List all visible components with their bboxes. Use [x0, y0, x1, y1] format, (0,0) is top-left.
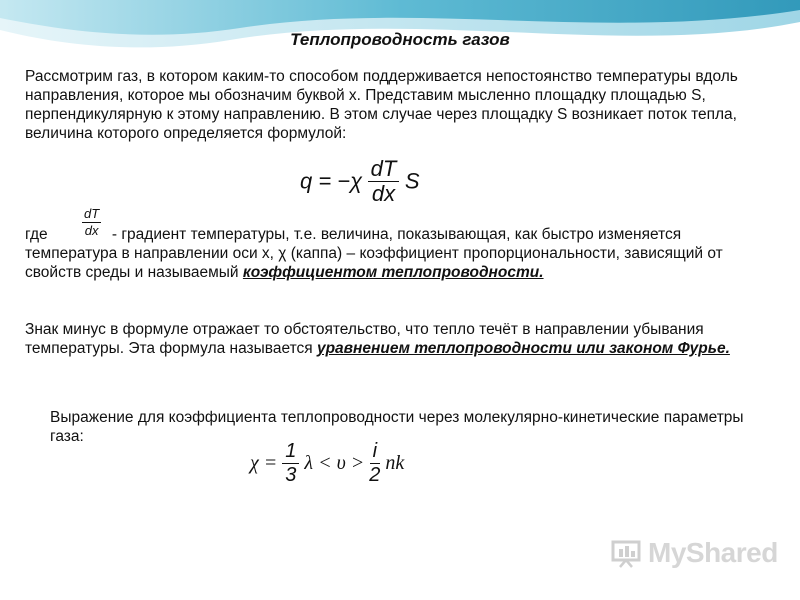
fourier-law-term: уравнением теплопроводности или законом Фурье. [316, 340, 730, 357]
gradient-text: - градиент температуры, т.е. величина, показывающая, как быстро изменяется температура в направлении оси x, χ (каппа) – коэффициент пропорциональности, зависящий от свойств среды и называемый [25, 226, 723, 281]
conductivity-term: коэффициентом теплопроводности. [242, 264, 544, 281]
formula2-fraction-third [282, 440, 299, 487]
intro-paragraph: Рассмотрим газ, в котором каким-то способом поддерживается непостоянство температуры вдоль направления, которое мы обозначим буквой x. Представим мысленно площадку площадью S, перпендикулярную к этому направлению. В этом случае через площадку S возникает поток тепла, величина которого определяется формулой: [25, 68, 738, 142]
gradient-paragraph [25, 225, 760, 282]
gradient-denominator: dx [84, 223, 99, 238]
formula1-fraction [368, 157, 400, 206]
myshared-watermark [610, 537, 778, 569]
formula2-den1: 3 [285, 464, 297, 486]
minus-sign-text: Знак минус в формуле отражает то обстоятельство, что тепло течёт в направлении убывания температуры. Эта формула называется [25, 321, 704, 357]
formula2-rhs: nk [385, 452, 405, 474]
formula1-lhs: q = −χ [300, 168, 363, 194]
formula1-denominator: dx [371, 181, 396, 206]
formula2-num2: i [370, 440, 380, 464]
formula1-numerator: dT [368, 157, 400, 182]
where-word: где [25, 226, 48, 243]
heat-flux-formula [300, 157, 420, 206]
formula2-num1: 1 [282, 440, 299, 464]
formula2-fraction-half [369, 440, 380, 487]
slide-title: Теплопроводность газов [290, 30, 510, 49]
minus-sign-paragraph [25, 320, 760, 358]
kinetic-expression-paragraph: Выражение для коэффициента теплопроводности через молекулярно-кинетические параметры газа: [50, 409, 744, 445]
gradient-numerator: dT [84, 206, 100, 221]
conductivity-formula [250, 440, 404, 487]
formula2-den2: 2 [369, 464, 381, 486]
presentation-board-icon [610, 538, 642, 568]
formula1-rhs: S [404, 168, 420, 194]
formula2-lhs: χ = [250, 452, 278, 474]
formula2-mid: λ < υ > [304, 452, 365, 474]
watermark-text: MyShared [648, 537, 778, 568]
